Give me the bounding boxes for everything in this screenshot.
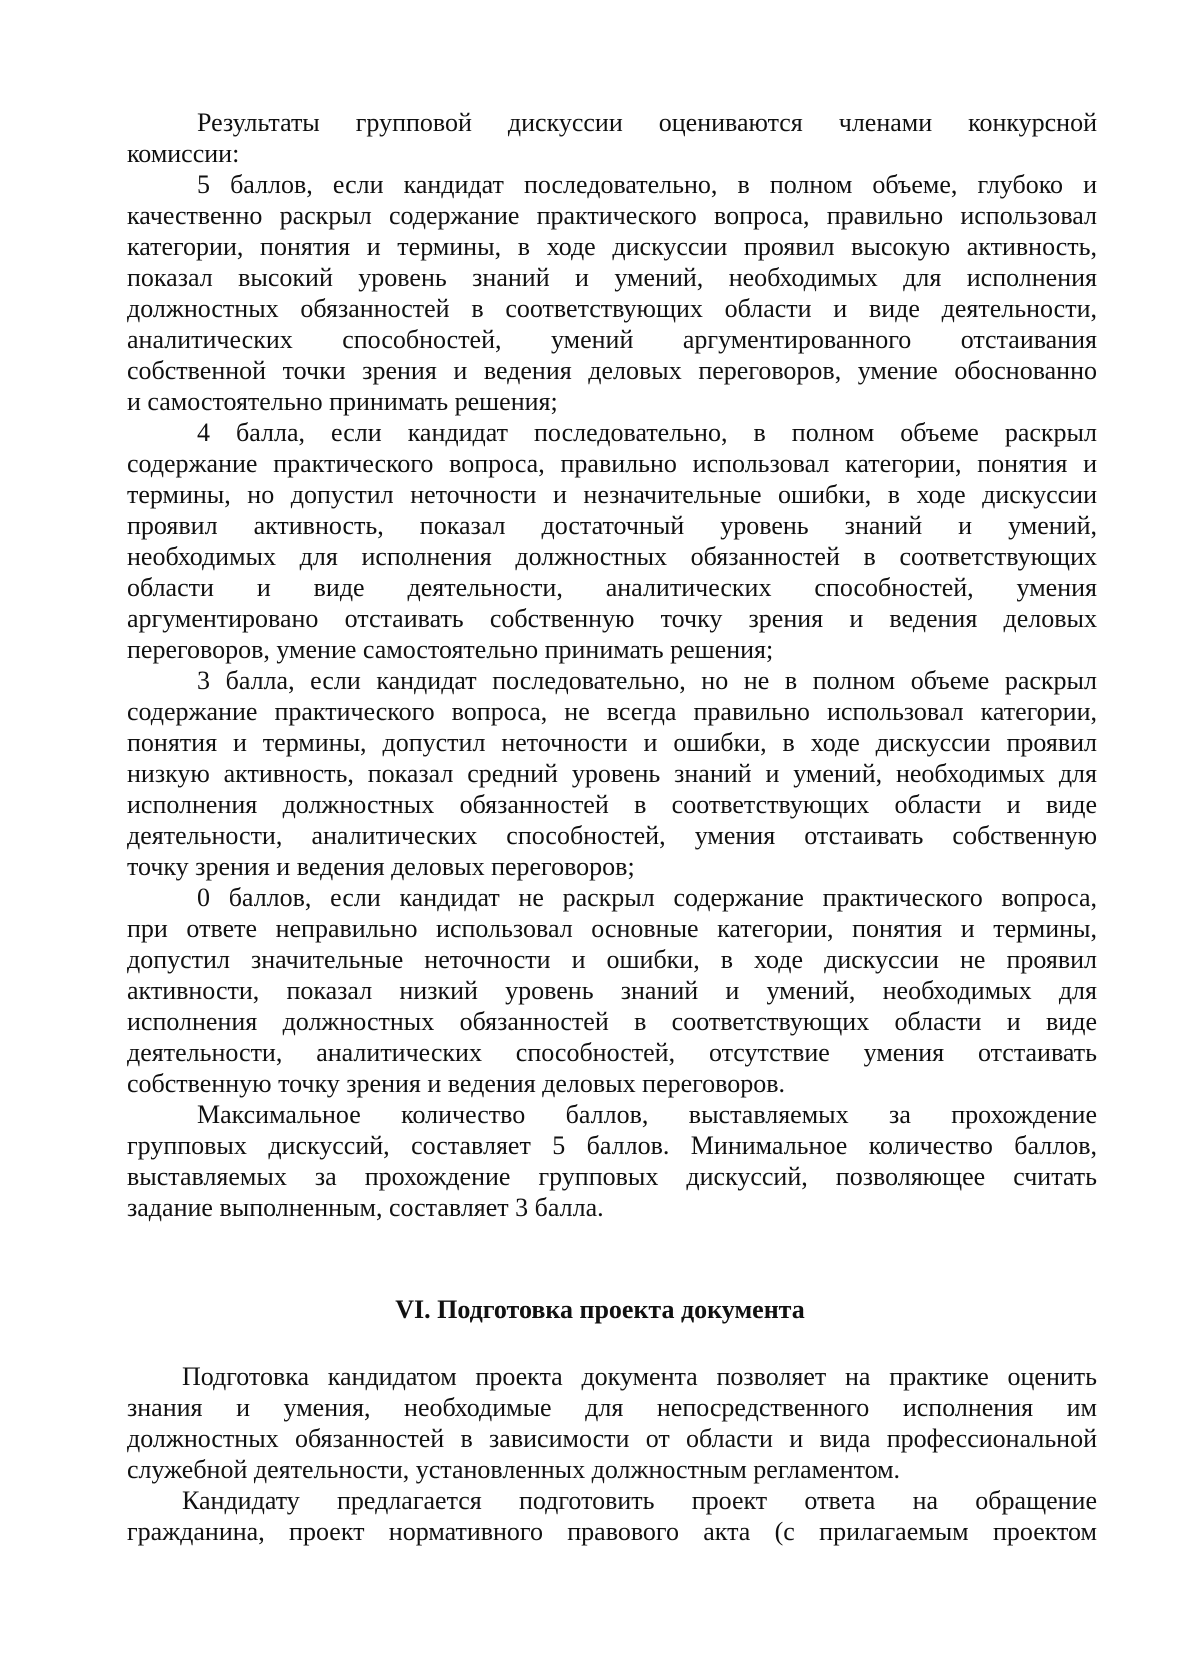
text-line: качественно раскрыл содержание практического вопроса, правильно использовал (127, 201, 1097, 230)
text-line: 4 балла, если кандидат последовательно, в полном объеме раскрыл (197, 418, 1097, 447)
text-line: собственную точку зрения и ведения деловых переговоров. (127, 1069, 786, 1098)
text-line: содержание практического вопроса, не всегда правильно использовал категории, (127, 697, 1097, 726)
text-line: переговоров, умение самостоятельно принимать решения; (127, 635, 774, 664)
text-line: аргументировано отстаивать собственную точку зрения и ведения деловых (127, 604, 1097, 633)
text-line: деятельности, аналитических способностей, отсутствие умения отстаивать (127, 1038, 1097, 1067)
text-line: необходимых для исполнения должностных обязанностей в соответствующих (127, 542, 1097, 571)
text-line: 0 баллов, если кандидат не раскрыл содержание практического вопроса, (197, 883, 1097, 912)
text-line: области и виде деятельности, аналитических способностей, умения (127, 573, 1097, 602)
text-line: показал высокий уровень знаний и умений, необходимых для исполнения (127, 263, 1097, 292)
text-line: аналитических способностей, умений аргументированного отстаивания (127, 325, 1097, 354)
text-line: деятельности, аналитических способностей, умения отстаивать собственную (127, 821, 1097, 850)
text-line: термины, но допустил неточности и незначительные ошибки, в ходе дискуссии (127, 480, 1097, 509)
text-line: точку зрения и ведения деловых переговоров; (127, 852, 635, 881)
text-line: Максимальное количество баллов, выставляемых за прохождение (197, 1100, 1097, 1129)
text-line: должностных обязанностей в зависимости от области и вида профессиональной (127, 1424, 1097, 1453)
text-line: исполнения должностных обязанностей в соответствующих области и виде (127, 1007, 1097, 1036)
text-line: служебной деятельности, установленных должностным регламентом. (127, 1455, 901, 1484)
text-line: собственной точки зрения и ведения деловых переговоров, умение обоснованно (127, 356, 1097, 385)
text-line: выставляемых за прохождение групповых дискуссий, позволяющее считать (127, 1162, 1097, 1191)
text-line: 5 баллов, если кандидат последовательно, в полном объеме, глубоко и (197, 170, 1097, 199)
text-line: при ответе неправильно использовал основные категории, понятия и термины, (127, 914, 1097, 943)
text-line: должностных обязанностей в соответствующих области и виде деятельности, (127, 294, 1097, 323)
text-line: содержание практического вопроса, правильно использовал категории, понятия и (127, 449, 1097, 478)
text-line: Результаты групповой дискуссии оцениваются членами конкурсной (197, 108, 1097, 137)
text-line: Подготовка кандидатом проекта документа позволяет на практике оценить (182, 1362, 1097, 1391)
section-heading: VI. Подготовка проекта документа (395, 1295, 805, 1324)
text-line: комиссии: (127, 139, 240, 168)
text-line: категории, понятия и термины, в ходе дискуссии проявил высокую активность, (127, 232, 1097, 261)
text-line: гражданина, проект нормативного правового акта (с прилагаемым проектом (127, 1517, 1097, 1546)
text-line: 3 балла, если кандидат последовательно, но не в полном объеме раскрыл (197, 666, 1097, 695)
text-line: исполнения должностных обязанностей в соответствующих области и виде (127, 790, 1097, 819)
text-line: допустил значительные неточности и ошибки, в ходе дискуссии не проявил (127, 945, 1097, 974)
text-line: проявил активность, показал достаточный уровень знаний и умений, (127, 511, 1097, 540)
text-line: групповых дискуссий, составляет 5 баллов. Минимальное количество баллов, (127, 1131, 1097, 1160)
text-line: знания и умения, необходимые для непосредственного исполнения им (127, 1393, 1097, 1422)
text-line: активности, показал низкий уровень знаний и умений, необходимых для (127, 976, 1097, 1005)
text-line: задание выполненным, составляет 3 балла. (127, 1193, 604, 1222)
text-line: понятия и термины, допустил неточности и ошибки, в ходе дискуссии проявил (127, 728, 1097, 757)
text-line: Кандидату предлагается подготовить проект ответа на обращение (182, 1486, 1097, 1515)
text-line: низкую активность, показал средний уровень знаний и умений, необходимых для (127, 759, 1097, 788)
text-line: и самостоятельно принимать решения; (127, 387, 558, 416)
